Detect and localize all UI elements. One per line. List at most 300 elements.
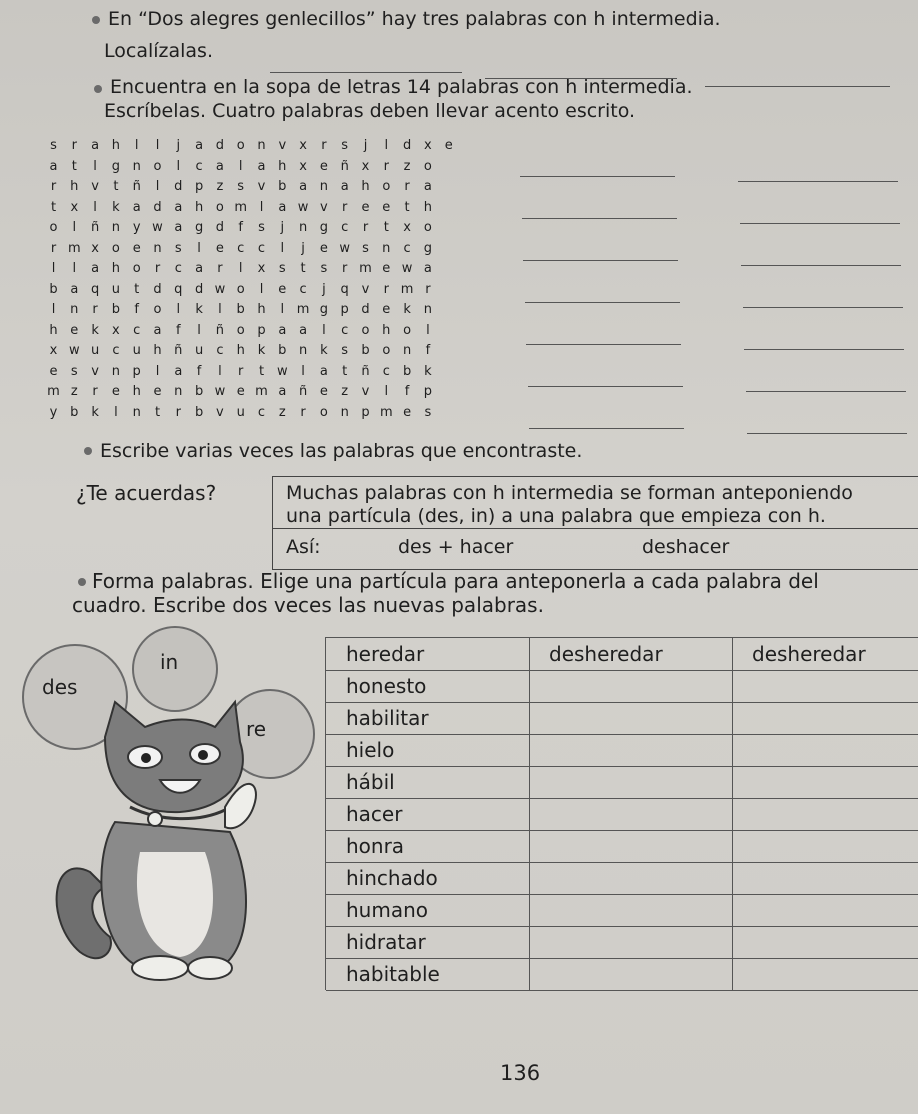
table-row: [326, 638, 918, 671]
word-search-letter: b: [49, 281, 58, 297]
answer-blank[interactable]: [523, 260, 678, 261]
word-search-letter: e: [49, 363, 58, 379]
word-search-letter: z: [216, 179, 224, 194]
word-search-letter: t: [383, 220, 389, 235]
word-search-row: [44, 343, 464, 361]
word-search-letter: n: [319, 179, 329, 194]
word-search-letter: b: [236, 302, 245, 317]
answer-cell[interactable]: [529, 958, 732, 990]
word-search-letter: n: [382, 240, 391, 256]
answer-blank[interactable]: [526, 344, 681, 345]
word-search-letter: j: [280, 220, 285, 235]
word-search-letter: w: [68, 343, 80, 358]
word-search-letter: w: [339, 240, 350, 256]
word-search-letter: m: [296, 302, 310, 317]
word-search-letter: x: [70, 199, 79, 215]
word-search-letter: k: [320, 343, 328, 358]
word-search-letter: a: [153, 322, 162, 338]
word-search-row: [44, 282, 464, 300]
word-search-letter: m: [359, 261, 372, 276]
word-search-letter: v: [361, 384, 370, 399]
answer-blank[interactable]: [705, 86, 890, 87]
word-search-letter: r: [238, 363, 244, 379]
answer-cell[interactable]: desheredar: [752, 642, 866, 666]
word-search-letter: l: [155, 138, 160, 153]
word-search-letter: r: [154, 261, 161, 276]
word-search-letter: h: [49, 322, 58, 338]
base-word-cell: habitable: [346, 962, 440, 986]
word-search-letter: b: [111, 302, 121, 317]
word-search-letter: h: [194, 199, 204, 215]
word-search-letter: e: [236, 384, 245, 399]
answer-blank[interactable]: [746, 391, 906, 392]
word-search-letter: l: [238, 261, 243, 276]
word-search-letter: o: [403, 322, 412, 338]
word-search-letter: o: [361, 322, 370, 338]
example-formula: des + hacer: [398, 536, 514, 558]
word-search-letter: k: [91, 322, 99, 338]
word-search-letter: n: [257, 138, 266, 153]
word-search-letter: z: [278, 404, 286, 420]
word-search-letter: ñ: [215, 322, 225, 338]
word-search-letter: o: [423, 158, 432, 174]
word-search-letter: b: [278, 179, 287, 194]
instruction-4-cont: cuadro. Escribe dos veces las nuevas palabras.: [72, 593, 544, 617]
word-search-letter: r: [92, 384, 98, 399]
table-row: [326, 670, 918, 703]
word-search-letter: s: [70, 363, 78, 379]
word-search-letter: t: [258, 363, 265, 379]
answer-blank[interactable]: [744, 349, 904, 350]
reminder-question: ¿Te acuerdas?: [76, 481, 217, 505]
word-search-row: [44, 241, 464, 259]
word-search-letter: l: [176, 302, 181, 317]
word-search-letter: a: [91, 261, 100, 276]
word-search-letter: h: [153, 343, 162, 358]
word-search-letter: c: [341, 322, 349, 338]
word-search-letter: e: [278, 281, 287, 297]
word-search-letter: x: [361, 158, 370, 174]
word-search-letter: l: [51, 302, 56, 317]
answer-blank[interactable]: [741, 265, 901, 266]
word-search-letter: m: [379, 404, 393, 420]
word-search-letter: f: [176, 322, 181, 338]
word-search-letter: x: [49, 343, 58, 358]
word-search-letter: w: [297, 199, 309, 215]
word-search-letter: j: [322, 281, 326, 297]
answer-blank[interactable]: [747, 433, 907, 434]
word-search-letter: r: [404, 179, 410, 194]
word-search-row: [44, 179, 464, 197]
word-search-letter: t: [154, 404, 161, 420]
word-search-letter: s: [362, 240, 369, 256]
word-search-letter: q: [90, 281, 100, 297]
word-search-letter: o: [153, 158, 162, 174]
word-search-letter: t: [342, 363, 348, 379]
word-search-letter: l: [114, 404, 118, 420]
word-search-letter: c: [257, 404, 266, 420]
word-search-letter: k: [112, 199, 120, 215]
word-search-letter: e: [153, 384, 162, 399]
answer-blank[interactable]: [520, 176, 675, 177]
word-search-letter: v: [278, 138, 287, 153]
word-search-letter: o: [319, 404, 328, 420]
word-search-letter: l: [426, 322, 430, 338]
word-search-letter: b: [402, 363, 412, 379]
word-search-letter: ñ: [174, 343, 183, 358]
instruction-2-cont: Escríbelas. Cuatro palabras deben llevar acento escrito.: [104, 100, 636, 122]
word-search-letter: t: [134, 281, 140, 297]
word-search-letter: n: [174, 384, 183, 399]
answer-cell[interactable]: desheredar: [549, 642, 663, 666]
word-search-letter: j: [363, 138, 368, 153]
word-search-letter: u: [236, 404, 245, 420]
word-search-letter: k: [424, 363, 432, 379]
answer-cell[interactable]: [732, 894, 918, 926]
particle-re: re: [246, 717, 267, 741]
word-search-letter: l: [218, 363, 222, 379]
word-search-letter: d: [215, 220, 225, 235]
reminder-divider: [272, 528, 918, 529]
particle-in: in: [160, 650, 179, 674]
word-search-letter: o: [236, 281, 245, 297]
word-search-letter: f: [134, 302, 139, 317]
word-search-letter: ñ: [340, 158, 349, 174]
word-search-letter: n: [340, 404, 349, 420]
word-search-letter: ñ: [298, 384, 308, 399]
answer-cell[interactable]: [529, 798, 732, 830]
word-search-letter: c: [112, 343, 120, 358]
word-search-letter: e: [215, 240, 224, 256]
answer-blank[interactable]: [738, 181, 898, 182]
word-search-letter: ñ: [132, 179, 141, 194]
instruction-4: Forma palabras. Elige una partícula para anteponerla a cada palabra del: [92, 569, 819, 593]
word-search-letter: t: [71, 158, 77, 174]
word-search-row: [44, 323, 464, 341]
answer-cell[interactable]: [529, 766, 732, 798]
word-search-letter: c: [299, 281, 307, 297]
word-search-letter: v: [91, 179, 99, 194]
word-search-letter: f: [425, 343, 431, 358]
word-search-letter: l: [280, 302, 285, 317]
word-search-letter: s: [424, 404, 432, 420]
word-search-letter: d: [361, 302, 370, 317]
word-search-letter: y: [132, 220, 141, 235]
answer-blank[interactable]: [525, 302, 680, 303]
word-search-letter: a: [174, 199, 183, 215]
answer-cell[interactable]: [529, 670, 732, 702]
word-search-letter: l: [155, 363, 160, 379]
word-search-letter: a: [195, 138, 204, 153]
word-search-letter: a: [91, 138, 100, 153]
base-word-cell: hidratar: [346, 930, 426, 954]
word-search-letter: l: [384, 138, 389, 153]
word-search-letter: y: [49, 404, 58, 420]
word-search-letter: x: [91, 240, 99, 256]
answer-cell[interactable]: [732, 830, 918, 862]
word-search-letter: k: [403, 302, 411, 317]
particle-des: des: [42, 675, 78, 699]
base-word-cell: honesto: [346, 674, 427, 698]
word-search-letter: n: [70, 302, 79, 317]
word-search-letter: x: [112, 322, 120, 338]
word-search-letter: c: [195, 158, 203, 174]
word-search-letter: e: [382, 261, 391, 276]
word-search-letter: c: [237, 240, 245, 256]
word-search-letter: l: [93, 158, 97, 174]
word-search-letter: e: [132, 240, 141, 256]
word-search-letter: e: [382, 302, 391, 317]
word-search-letter: l: [72, 220, 77, 235]
answer-cell[interactable]: [529, 830, 732, 862]
page-number: 136: [500, 1061, 541, 1085]
answer-cell[interactable]: [732, 958, 918, 990]
answer-cell[interactable]: [529, 702, 732, 734]
word-search-letter: a: [423, 261, 432, 276]
word-search-letter: l: [134, 138, 139, 153]
answer-cell[interactable]: [732, 670, 918, 702]
word-search-letter: p: [340, 302, 349, 317]
word-search-row: [44, 159, 464, 177]
word-search-letter: v: [216, 404, 224, 420]
word-search-letter: a: [278, 384, 287, 399]
example-label: Así:: [286, 536, 321, 558]
word-search-letter: g: [423, 240, 433, 256]
word-search-letter: a: [278, 199, 287, 215]
word-search-letter: z: [341, 384, 349, 399]
answer-cell[interactable]: [732, 798, 918, 830]
word-search-letter: e: [70, 322, 79, 338]
word-search-letter: h: [111, 138, 121, 153]
word-search-letter: h: [361, 179, 370, 194]
word-search-letter: f: [404, 384, 410, 399]
word-search-letter: a: [340, 179, 349, 194]
word-search-letter: l: [238, 158, 243, 174]
word-search-letter: g: [319, 220, 329, 235]
cat-foot-right: [188, 957, 232, 979]
word-search-letter: e: [111, 384, 120, 399]
word-search-letter: a: [174, 363, 183, 379]
word-search-letter: l: [322, 322, 326, 338]
word-search-letter: n: [153, 240, 162, 256]
answer-blank[interactable]: [743, 307, 903, 308]
answer-cell[interactable]: [529, 734, 732, 766]
word-search-letter: x: [403, 220, 411, 235]
word-search-letter: c: [216, 343, 224, 358]
instruction-2: Encuentra en la sopa de letras 14 palabras con h intermedia.: [110, 76, 693, 98]
word-search-letter: o: [111, 240, 120, 256]
word-search-row: [44, 261, 464, 279]
word-search-letter: v: [320, 199, 328, 215]
word-search-letter: o: [132, 261, 141, 276]
word-search-letter: h: [111, 261, 121, 276]
word-search-letter: n: [132, 158, 141, 174]
word-search-letter: o: [236, 322, 245, 338]
word-search-letter: q: [174, 281, 183, 297]
base-word-cell: hinchado: [346, 866, 438, 890]
word-search-letter: ñ: [90, 220, 100, 235]
word-search-letter: d: [153, 281, 162, 297]
reminder-text-2: una partícula (des, in) a una palabra que empieza con h.: [286, 505, 826, 527]
word-search-letter: b: [194, 404, 204, 420]
word-search-letter: b: [194, 384, 204, 399]
table-row: [326, 734, 918, 767]
answer-blank[interactable]: [740, 223, 900, 224]
word-search-letter: l: [197, 240, 201, 256]
word-search-letter: o: [49, 220, 58, 235]
table-row: [326, 702, 918, 735]
word-search-letter: t: [113, 179, 119, 194]
word-search-letter: e: [403, 404, 412, 420]
word-search-letter: c: [382, 363, 390, 379]
word-search-letter: t: [50, 199, 57, 215]
word-search-letter: a: [174, 220, 183, 235]
instruction-1-cont: Localízalas.: [104, 40, 213, 62]
word-search-letter: c: [341, 220, 349, 235]
table-row: [326, 766, 918, 799]
word-search-letter: w: [276, 363, 288, 379]
base-word-cell: honra: [346, 834, 405, 858]
word-search-letter: o: [382, 343, 391, 358]
word-search-row: [44, 200, 464, 218]
word-search-letter: a: [299, 322, 308, 338]
word-search-grid: [44, 138, 464, 428]
word-search-letter: r: [383, 158, 389, 174]
word-search-letter: x: [299, 158, 307, 174]
word-search-letter: w: [152, 220, 163, 235]
word-search-letter: n: [298, 220, 308, 235]
word-search-letter: d: [174, 179, 183, 194]
word-search-letter: l: [259, 199, 264, 215]
word-search-letter: f: [196, 363, 202, 379]
word-search-letter: k: [91, 404, 99, 420]
word-search-letter: l: [176, 158, 181, 174]
word-search-letter: p: [257, 322, 266, 338]
answer-cell[interactable]: [529, 926, 732, 958]
word-search-row: [44, 384, 464, 402]
word-search-letter: a: [299, 179, 308, 194]
reminder-text-1: Muchas palabras con h intermedia se forman anteponiendo: [286, 482, 853, 504]
word-search-letter: o: [423, 220, 432, 235]
word-search-row: [44, 302, 464, 320]
word-search-letter: b: [70, 404, 79, 420]
word-search-letter: x: [424, 138, 432, 153]
word-search-letter: a: [423, 179, 432, 194]
word-search-letter: u: [132, 343, 141, 358]
table-row: [326, 926, 918, 959]
base-word-cell: hielo: [346, 738, 395, 762]
answer-blank[interactable]: [522, 218, 677, 219]
base-word-cell: habilitar: [346, 706, 429, 730]
answer-cell[interactable]: [732, 926, 918, 958]
word-search-letter: s: [320, 261, 328, 276]
answer-cell[interactable]: [529, 862, 732, 894]
word-search-letter: n: [423, 302, 433, 317]
word-search-row: [44, 364, 464, 382]
answer-cell[interactable]: [732, 734, 918, 766]
word-search-letter: h: [257, 302, 266, 317]
answer-cell[interactable]: [732, 766, 918, 798]
word-search-letter: r: [175, 404, 181, 420]
word-search-letter: u: [111, 281, 121, 297]
word-search-letter: a: [70, 281, 79, 297]
cat-illustration: [20, 622, 320, 992]
word-search-letter: d: [153, 199, 162, 215]
word-search-letter: n: [111, 220, 121, 235]
word-search-letter: r: [50, 240, 57, 256]
answer-cell[interactable]: [732, 702, 918, 734]
word-search-letter: c: [133, 322, 141, 338]
word-search-letter: h: [132, 384, 141, 399]
word-search-letter: m: [400, 281, 414, 297]
collar-bell: [148, 812, 162, 826]
word-search-letter: n: [298, 343, 308, 358]
word-search-letter: r: [321, 138, 327, 153]
word-search-letter: s: [237, 179, 245, 194]
table-row: [326, 958, 918, 991]
word-search-letter: l: [218, 302, 222, 317]
word-search-letter: g: [111, 158, 121, 174]
word-search-letter: p: [361, 404, 370, 420]
word-search-letter: d: [215, 138, 225, 153]
word-search-letter: o: [236, 138, 245, 153]
word-search-letter: a: [49, 158, 58, 174]
word-search-letter: n: [132, 404, 141, 420]
word-search-letter: s: [278, 261, 286, 276]
word-search-letter: v: [91, 363, 99, 379]
answer-cell[interactable]: [529, 894, 732, 926]
word-search-letter: r: [92, 302, 98, 317]
answer-blank[interactable]: [529, 428, 684, 429]
word-search-row: [44, 138, 464, 156]
table-row: [326, 798, 918, 831]
base-word-cell: hábil: [346, 770, 395, 794]
word-search-letter: l: [72, 261, 77, 276]
word-search-letter: q: [340, 281, 349, 297]
word-search-letter: r: [362, 220, 369, 235]
word-search-letter: h: [70, 179, 79, 194]
word-search-row: [44, 405, 464, 423]
cat-head: [105, 702, 243, 812]
word-search-letter: r: [342, 261, 348, 276]
word-search-letter: m: [47, 384, 60, 399]
word-search-letter: r: [300, 404, 306, 420]
word-search-letter: a: [278, 322, 287, 338]
word-search-letter: l: [384, 384, 389, 399]
word-search-letter: e: [444, 138, 453, 153]
word-search-letter: w: [214, 384, 226, 399]
word-search-letter: e: [319, 384, 328, 399]
word-search-letter: s: [50, 138, 57, 153]
base-word-cell: heredar: [346, 642, 425, 666]
word-search-letter: j: [301, 240, 305, 256]
word-search-letter: s: [341, 138, 349, 153]
word-search-letter: r: [50, 179, 57, 194]
word-search-letter: l: [301, 363, 305, 379]
word-search-letter: d: [402, 138, 412, 153]
word-search-letter: r: [217, 261, 223, 276]
word-search-letter: r: [425, 281, 431, 297]
word-search-letter: a: [195, 261, 204, 276]
word-search-letter: j: [176, 138, 181, 153]
word-search-letter: e: [319, 158, 328, 174]
answer-blank[interactable]: [528, 386, 683, 387]
word-search-letter: v: [361, 281, 370, 297]
word-search-letter: u: [90, 343, 100, 358]
word-search-letter: c: [403, 240, 411, 256]
answer-cell[interactable]: [732, 862, 918, 894]
answer-blank[interactable]: [270, 72, 462, 73]
